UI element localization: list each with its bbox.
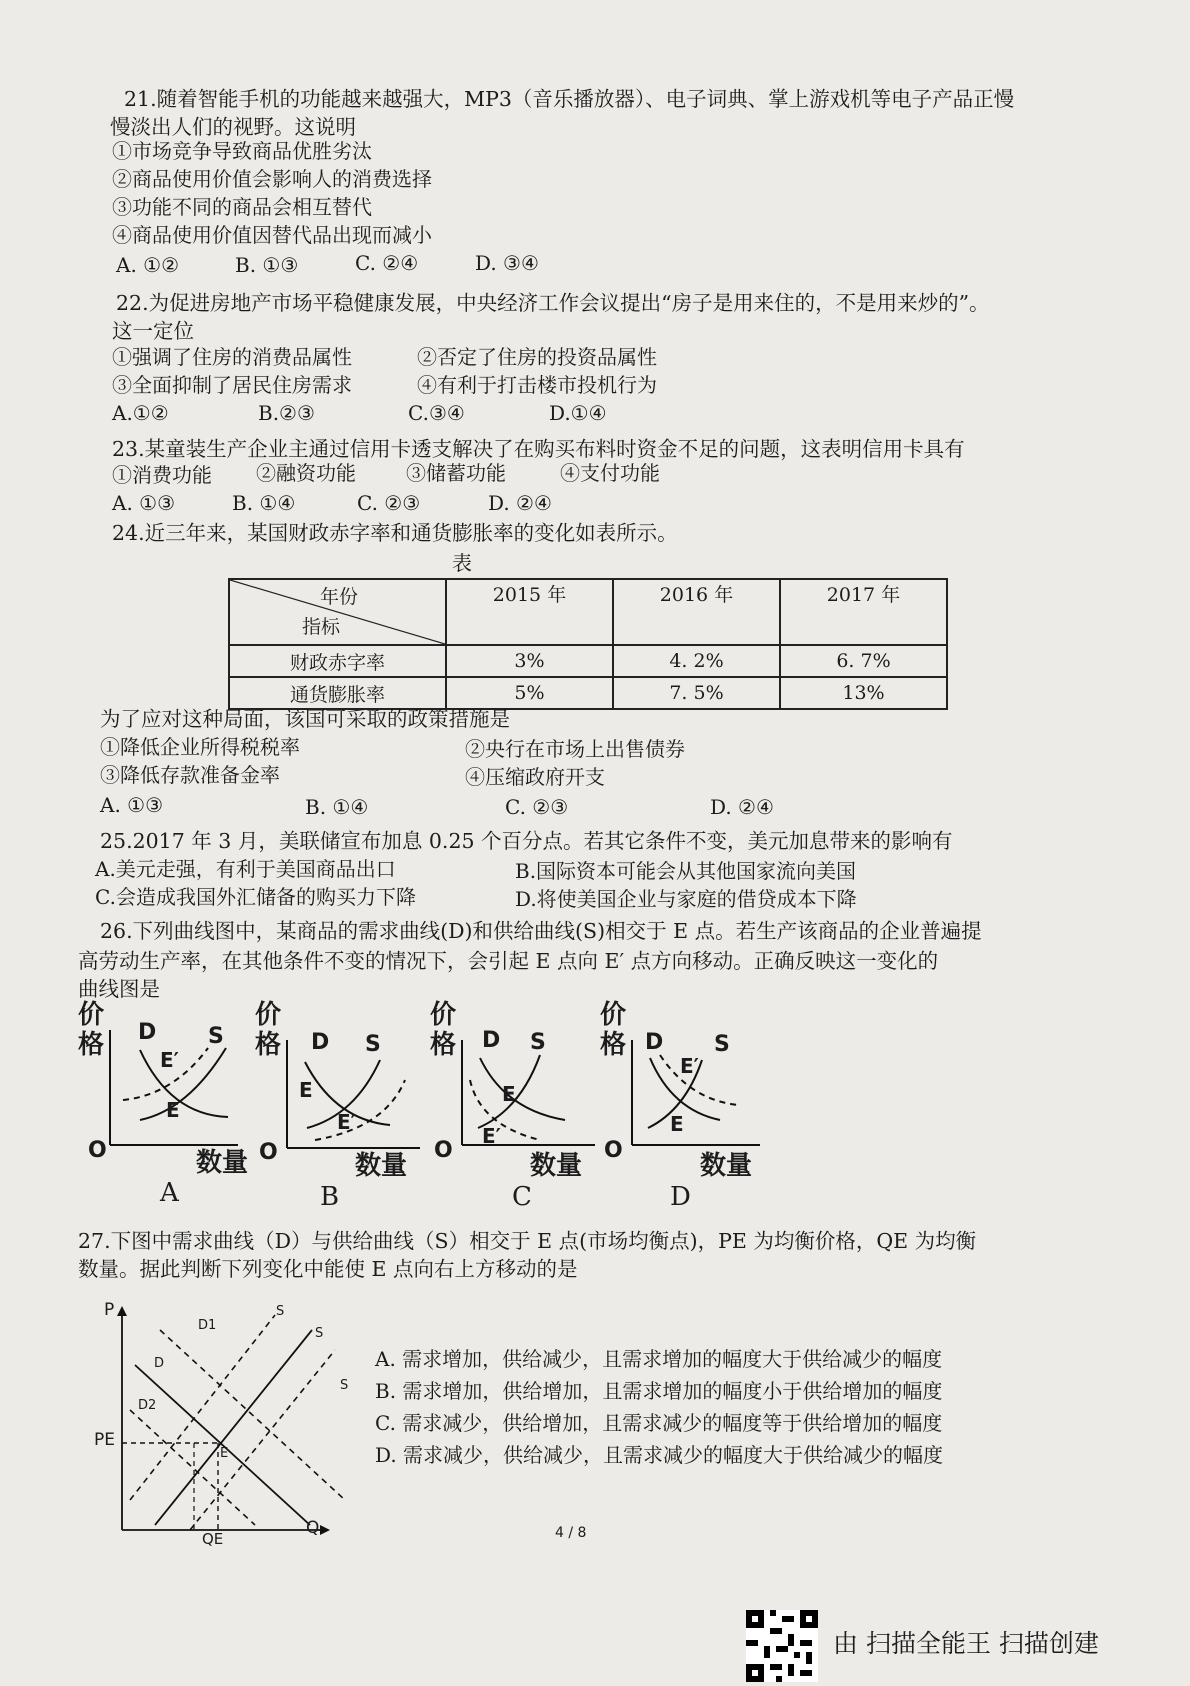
table-cell: 13% bbox=[780, 677, 947, 709]
q24-option-4: ④压缩政府开支 bbox=[465, 765, 605, 789]
curve-d-label: D bbox=[154, 1356, 165, 1371]
row-label: 通货膨胀率 bbox=[229, 677, 446, 709]
year-cell: 2017 年 bbox=[780, 579, 947, 645]
q24-choice-d: D. ②④ bbox=[710, 795, 774, 819]
table-row bbox=[229, 677, 947, 709]
q27-choice-c: C. 需求减少，供给增加，且需求减少的幅度等于供给增加的幅度 bbox=[375, 1411, 943, 1435]
price-label: 价 格 bbox=[600, 1000, 627, 1060]
q25-choice-d: D.将使美国企业与家庭的借贷成本下降 bbox=[515, 887, 857, 911]
q27-choice-a: A. 需求增加，供给减少，且需求增加的幅度大于供给减少的幅度 bbox=[375, 1347, 943, 1371]
table-cell: 6. 7% bbox=[780, 645, 947, 677]
q23-option-1: ①消费功能 bbox=[112, 463, 212, 487]
q23-choice-c: C. ②③ bbox=[357, 491, 421, 515]
curve-s-label: S bbox=[340, 1378, 349, 1393]
curve-d2-label: D2 bbox=[138, 1398, 157, 1413]
quantity-label: 数量 bbox=[355, 1151, 408, 1181]
q27-choice-b: B. 需求增加，供给增加，且需求增加的幅度小于供给增加的幅度 bbox=[375, 1379, 943, 1403]
q27-choice-d: D. 需求减少，供给减少，且需求减少的幅度大于供给减少的幅度 bbox=[375, 1443, 944, 1467]
q23-choice-d: D. ②④ bbox=[488, 491, 552, 515]
point-e-label: E bbox=[670, 1112, 684, 1136]
origin-label: O bbox=[434, 1138, 453, 1163]
table-cell: 4. 2% bbox=[613, 645, 780, 677]
point-e-label: E bbox=[299, 1078, 313, 1102]
graph-d bbox=[600, 1000, 800, 1212]
price-label: 价 格 bbox=[430, 1000, 457, 1060]
qe-label: QE bbox=[202, 1530, 224, 1548]
q23-option-4: ④支付功能 bbox=[560, 461, 660, 485]
year-cell: 2016 年 bbox=[613, 579, 780, 645]
q24-option-2: ②央行在市场上出售债券 bbox=[465, 737, 685, 761]
price-label: 价 格 bbox=[78, 1000, 105, 1060]
graph-a bbox=[78, 1000, 278, 1208]
q26-stem-line3: 曲线图是 bbox=[78, 977, 160, 1001]
qr-code-icon bbox=[746, 1610, 818, 1682]
q21-option-4: ④商品使用价值因替代品出现而减小 bbox=[112, 223, 432, 247]
price-label: 价 格 bbox=[255, 1000, 282, 1060]
q21-stem-line1: 21.随着智能手机的功能越来越强大，MP3（音乐播放器）、电子词典、掌上游戏机等电子产品正慢 bbox=[124, 87, 1015, 111]
q26-stem-line1: 26.下列曲线图中，某商品的需求曲线(D)和供给曲线(S)相交于 E 点。若生产该商品的企业普遍提 bbox=[100, 919, 982, 943]
q23-choice-a: A. ①③ bbox=[112, 491, 176, 515]
point-e2-label: E′ bbox=[680, 1054, 699, 1078]
q23-stem: 23.某童装生产企业主通过信用卡透支解决了在购买布料时资金不足的问题，这表明信用卡具有 bbox=[112, 437, 965, 461]
quantity-label: 数量 bbox=[530, 1151, 583, 1181]
curve-s-label: S bbox=[208, 1024, 224, 1049]
q25-choice-b: B.国际资本可能会从其他国家流向美国 bbox=[515, 859, 857, 883]
quantity-label: 数量 bbox=[700, 1151, 753, 1181]
q24-choice-a: A. ①③ bbox=[100, 793, 164, 817]
point-e2-label: E′ bbox=[337, 1110, 356, 1134]
curve-s-label: S bbox=[315, 1326, 324, 1341]
curve-d-label: D bbox=[311, 1030, 330, 1055]
graph-letter: B bbox=[320, 1182, 340, 1212]
table-cell: 7. 5% bbox=[613, 677, 780, 709]
curve-d1-label: D1 bbox=[198, 1318, 217, 1333]
q21-choice-c: C. ②④ bbox=[355, 251, 419, 275]
q25-choice-c: C.会造成我国外汇储备的购买力下降 bbox=[95, 885, 416, 909]
q27-stem-line1: 27.下图中需求曲线（D）与供给曲线（S）相交于 E 点(市场均衡点)，PE 为均衡价格，QE 为均衡 bbox=[78, 1229, 977, 1253]
q27-stem-line2: 数量。据此判断下列变化中能使 E 点向右上方移动的是 bbox=[78, 1257, 578, 1281]
q24-choice-b: B. ①④ bbox=[305, 795, 369, 819]
q22-option-1: ①强调了住房的消费品属性 bbox=[112, 345, 352, 369]
q22-choice-c: C.③④ bbox=[408, 401, 465, 425]
q23-choice-b: B. ①④ bbox=[232, 491, 296, 515]
q22-stem-line1: 22.为促进房地产市场平稳健康发展，中央经济工作会议提出“房子是用来住的，不是用来炒的”。 bbox=[116, 291, 990, 315]
data-table bbox=[228, 578, 948, 710]
supply-demand-diagram bbox=[90, 1300, 360, 1550]
curve-s-label: S bbox=[714, 1032, 730, 1057]
point-e-label: E bbox=[502, 1082, 516, 1106]
year-cell: 2015 年 bbox=[446, 579, 613, 645]
pe-label: PE bbox=[94, 1430, 115, 1450]
q24-option-3: ③降低存款准备金率 bbox=[100, 763, 280, 787]
footer-scanner-text: 由 扫描全能王 扫描创建 bbox=[833, 1629, 1099, 1658]
q22-option-3: ③全面抑制了居民住房需求 bbox=[112, 373, 352, 397]
curve-d-label: D bbox=[482, 1028, 501, 1053]
point-e2-label: E′ bbox=[482, 1124, 501, 1148]
graph-letter: D bbox=[670, 1182, 691, 1212]
q21-choice-b: B. ①③ bbox=[235, 253, 299, 277]
header-year: 年份 bbox=[320, 586, 359, 608]
curve-d-label: D bbox=[645, 1030, 664, 1055]
q24-stem-2: 为了应对这种局面，该国可采取的政策措施是 bbox=[100, 707, 510, 731]
axis-q-label: Q bbox=[306, 1518, 320, 1538]
q22-stem-line2: 这一定位 bbox=[112, 319, 194, 343]
q22-choice-d: D.①④ bbox=[549, 401, 607, 425]
table-cell: 5% bbox=[446, 677, 613, 709]
table-caption: 表 bbox=[452, 551, 472, 575]
point-e2-label: E′ bbox=[160, 1048, 179, 1072]
q22-option-4: ④有利于打击楼市投机行为 bbox=[417, 373, 657, 397]
q21-option-3: ③功能不同的商品会相互替代 bbox=[112, 195, 372, 219]
origin-label: O bbox=[604, 1138, 623, 1163]
q24-option-1: ①降低企业所得税税率 bbox=[100, 735, 300, 759]
table-header-corner bbox=[229, 579, 446, 645]
q21-stem-line2: 慢淡出人们的视野。这说明 bbox=[110, 115, 356, 139]
origin-label: O bbox=[259, 1140, 278, 1165]
header-indicator: 指标 bbox=[302, 616, 341, 638]
q21-choice-d: D. ③④ bbox=[475, 251, 539, 275]
q26-stem-line2: 高劳动生产率，在其他条件不变的情况下，会引起 E 点向 E′ 点方向移动。正确反映这一变化的 bbox=[78, 949, 939, 973]
q23-option-2: ②融资功能 bbox=[256, 461, 356, 485]
curve-s-label: S bbox=[530, 1030, 546, 1055]
table-row bbox=[229, 645, 947, 677]
q24-stem: 24.近三年来，某国财政赤字率和通货膨胀率的变化如表所示。 bbox=[112, 521, 678, 545]
q23-option-3: ③储蓄功能 bbox=[406, 461, 506, 485]
q22-choice-a: A.①② bbox=[112, 401, 169, 425]
q24-choice-c: C. ②③ bbox=[505, 795, 569, 819]
graph-b bbox=[255, 1000, 455, 1212]
curve-s-label: S bbox=[365, 1032, 381, 1057]
q21-option-1: ①市场竞争导致商品优胜劣汰 bbox=[112, 139, 372, 163]
graph-letter: C bbox=[512, 1182, 532, 1212]
point-e-label: E bbox=[220, 1446, 229, 1461]
q21-choice-a: A. ①② bbox=[116, 253, 180, 277]
table-cell: 3% bbox=[446, 645, 613, 677]
q25-stem: 25.2017 年 3 月，美联储宣布加息 0.25 个百分点。若其它条件不变，美元加息带来的影响有 bbox=[100, 829, 953, 853]
point-e-label: E bbox=[166, 1098, 180, 1122]
curve-s-label: S bbox=[276, 1304, 285, 1319]
q22-option-2: ②否定了住房的投资品属性 bbox=[417, 345, 657, 369]
row-label: 财政赤字率 bbox=[229, 645, 446, 677]
curve-d-label: D bbox=[138, 1020, 157, 1045]
q25-choice-a: A.美元走强，有利于美国商品出口 bbox=[95, 857, 396, 881]
q21-option-2: ②商品使用价值会影响人的消费选择 bbox=[112, 167, 432, 191]
quantity-label: 数量 bbox=[196, 1148, 249, 1178]
axis-p-label: P bbox=[104, 1300, 115, 1320]
origin-label: O bbox=[88, 1138, 107, 1163]
q22-choice-b: B.②③ bbox=[258, 401, 315, 425]
page-number: 4 / 8 bbox=[555, 1525, 587, 1541]
graph-letter: A bbox=[160, 1178, 179, 1208]
